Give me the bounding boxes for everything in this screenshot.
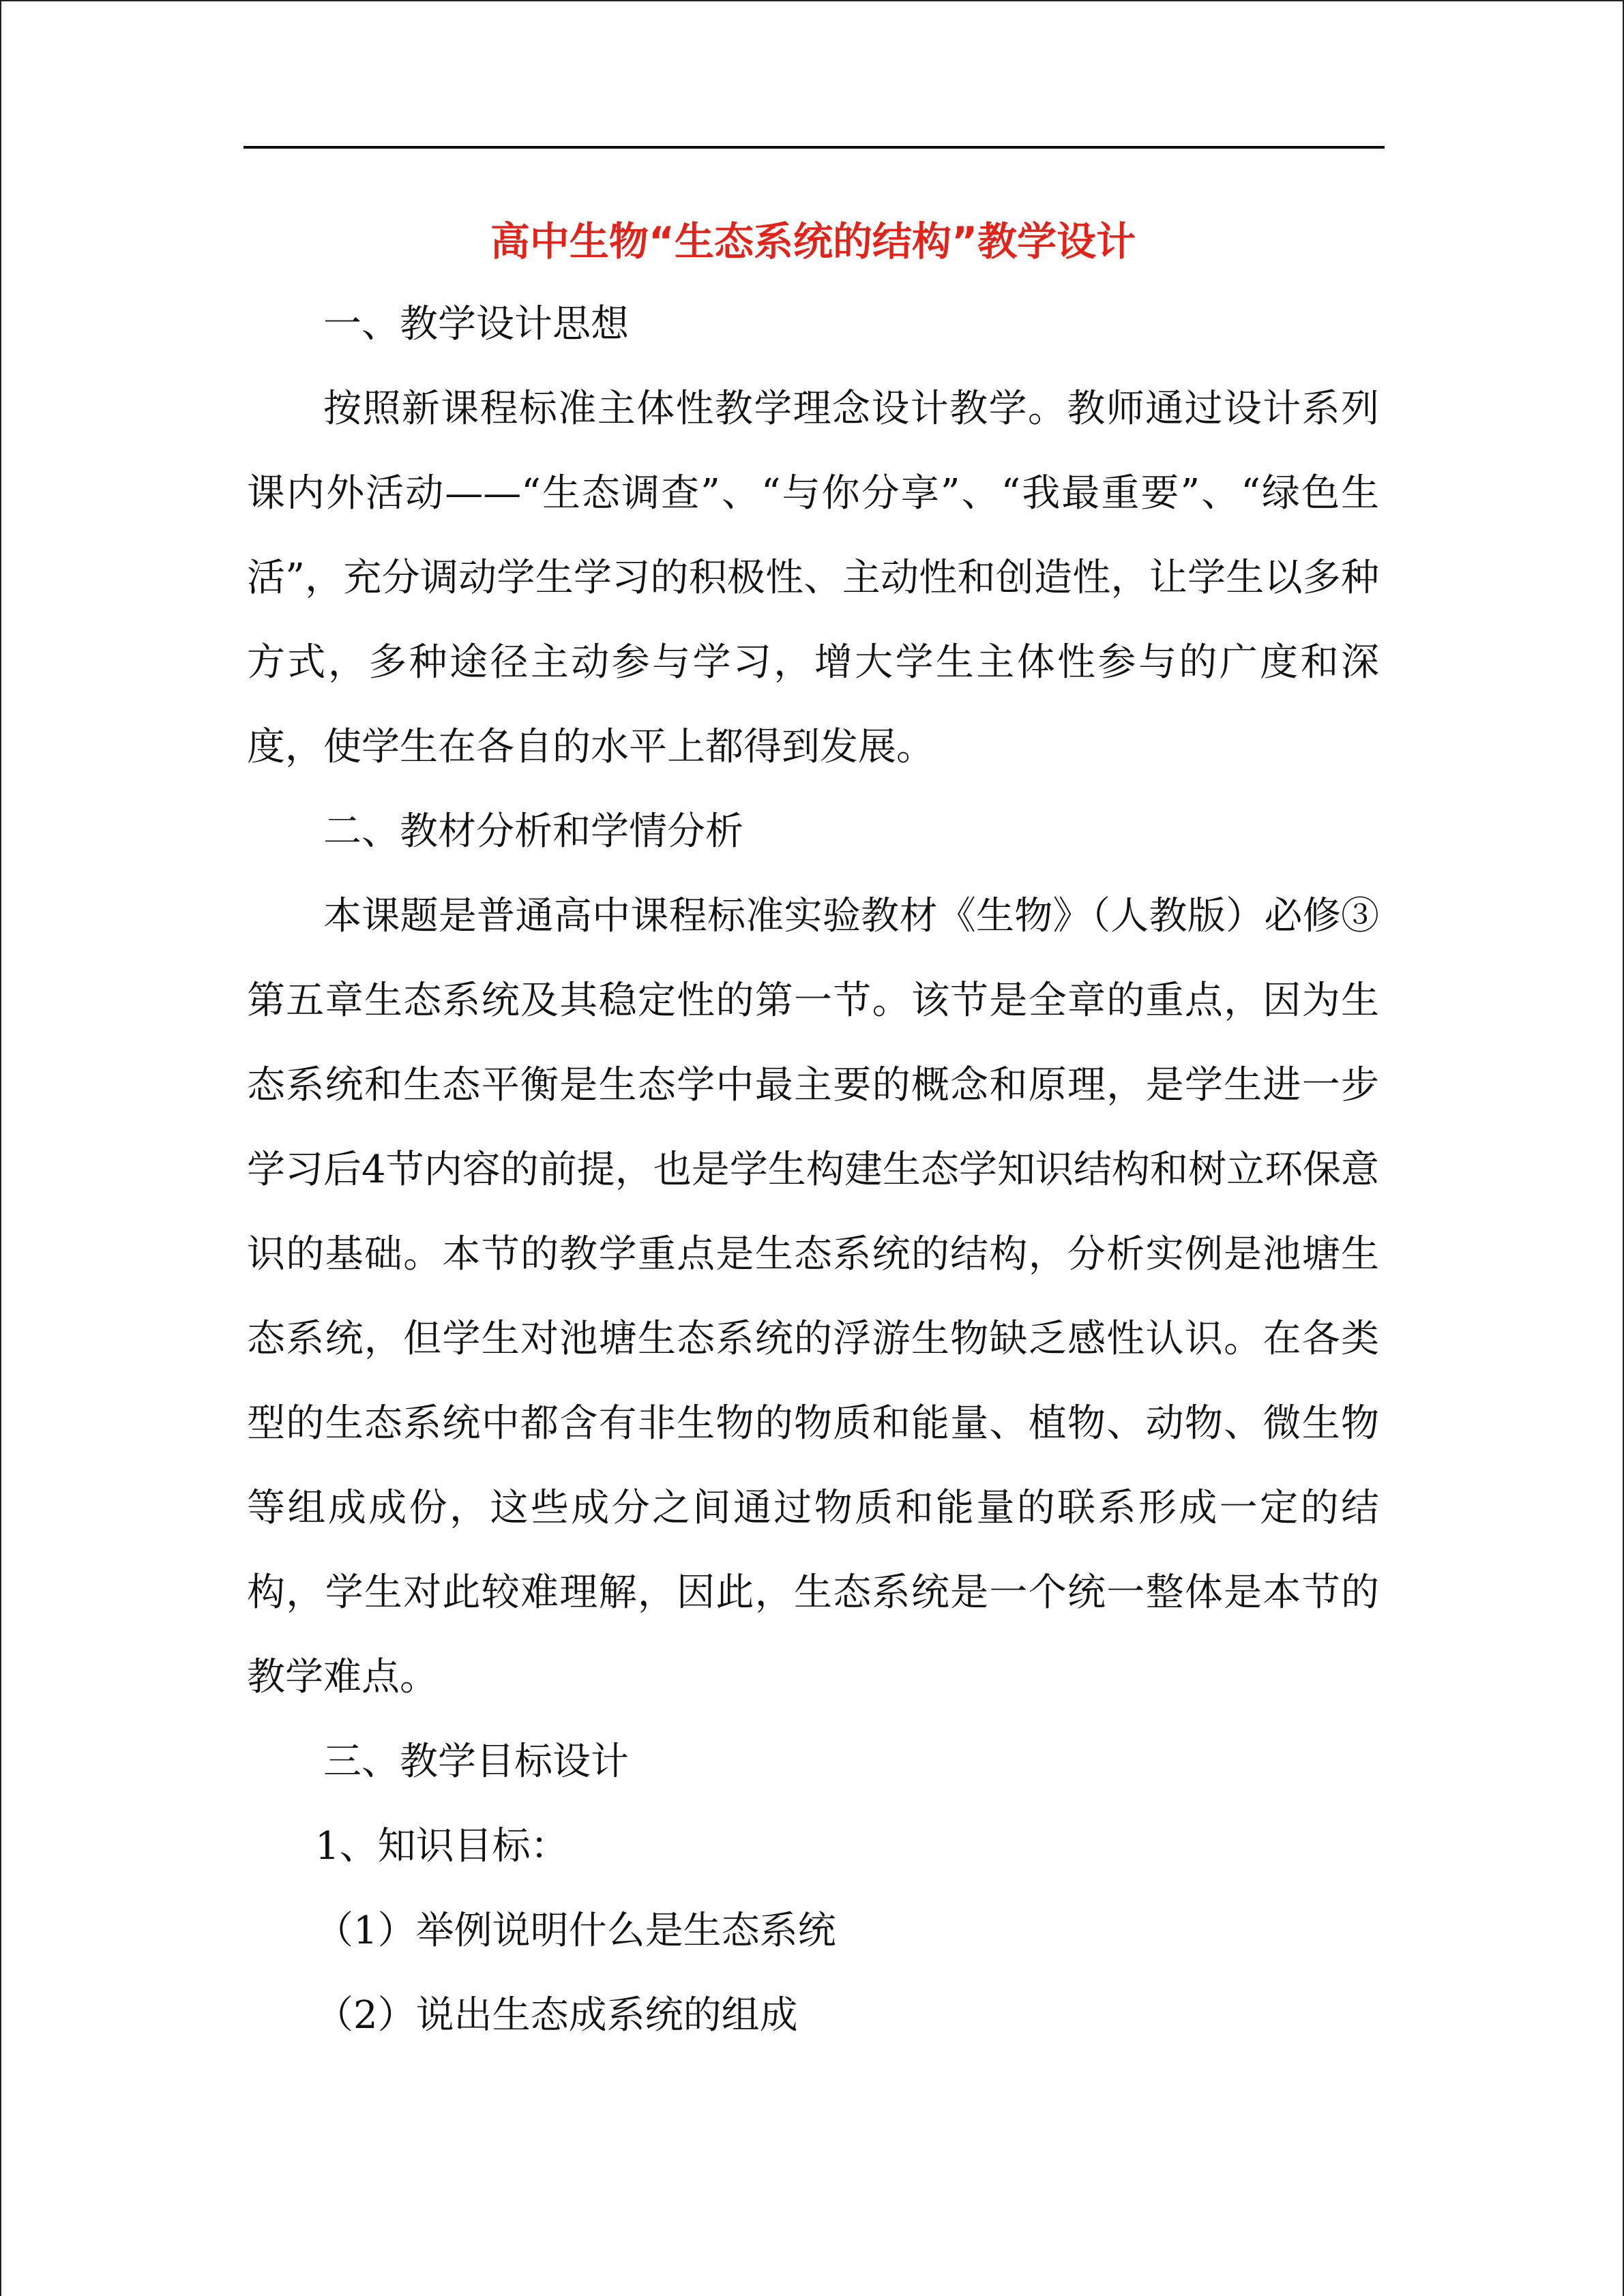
section-paragraph-1: 按照新课程标准主体性教学理念设计教学。教师通过设计系列课内外活动——“生态调查”、“与你分享”、“我最重要”、“绿色生活”，充分调动学生学习的积极性、主动性和创造性，让学生以多种方式，多种途径主动参与学习，增大学生主体性参与的广度和深度，使学生在各自的水平上都得到发展。 xyxy=(247,387,1379,769)
objective-subitem-1: （1）举例说明什么是生态系统 xyxy=(315,1909,836,1953)
section-heading-2: 二、教材分析和学情分析 xyxy=(323,809,743,854)
objective-subitem-2: （2）说出生态成系统的组成 xyxy=(315,1993,798,2038)
section-heading-1: 一、教学设计思想 xyxy=(323,302,629,346)
objective-item-knowledge: 1、知识目标： xyxy=(315,1824,569,1868)
document-title: 高中生物“生态系统的结构”教学设计 xyxy=(490,218,1136,265)
section-heading-3: 三、教学目标设计 xyxy=(323,1740,629,1784)
document-body xyxy=(247,206,1379,2058)
header-rule xyxy=(243,146,1385,149)
section-paragraph-2: 本课题是普通高中课程标准实验教材《生物》（人教版）必修③第五章生态系统及其稳定性的第一节。该节是全章的重点，因为生态系统和生态平衡是生态学中最主要的概念和原理，是学生进一步学习后4节内容的前提，也是学生构建生态学知识结构和树立环保意识的基础。本节的教学重点是生态系统的结构，分析实例是池塘生态系统，但学生对池塘生态系统的浮游生物缺乏感性认识。在各类型的生态系统中都含有非生物的物质和能量、植物、动物、微生物等组成成份，这些成分之间通过物质和能量的联系形成一定的结构，学生对此较难理解，因此，生态系统是一个统一整体是本节的教学难点。 xyxy=(247,894,1379,1699)
